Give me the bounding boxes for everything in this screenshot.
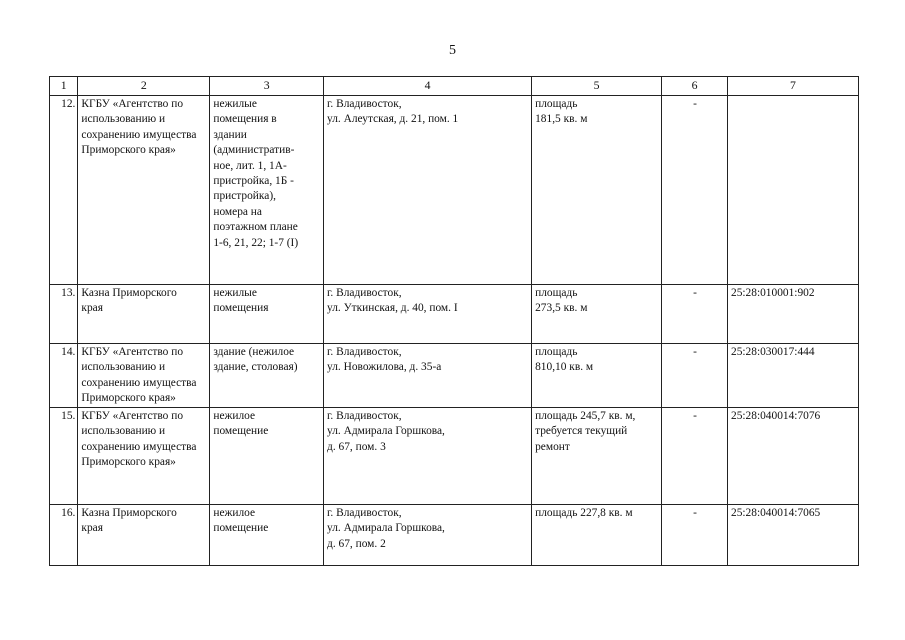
- holder-cell-line: использованию и: [81, 361, 166, 374]
- object-cell-line: пристройка),: [213, 190, 276, 203]
- property-table: [49, 76, 859, 566]
- address-cell: [324, 408, 532, 505]
- area-cell: [532, 96, 662, 285]
- object-cell-line: (административ-: [213, 144, 295, 157]
- address-cell-line: ул. Уткинская, д. 40, пом. I: [327, 302, 458, 315]
- holder-cell: [78, 408, 210, 505]
- object-cell-line: номера на: [213, 205, 262, 218]
- address-cell: [324, 505, 532, 566]
- object-cell: [210, 408, 324, 505]
- address-cell-line: г. Владивосток,: [327, 346, 402, 358]
- object-cell: [210, 505, 324, 566]
- table-row: [50, 285, 859, 344]
- cadastral-number-cell: 25:28:010001:902: [728, 285, 859, 344]
- col6-cell: -: [662, 505, 728, 566]
- object-cell-line: поэтажном плане: [213, 221, 298, 234]
- object-cell-line: 1-6, 21, 22; 1-7 (I): [213, 236, 299, 249]
- holder-cell-line: Приморского края»: [81, 456, 176, 469]
- object-cell-line: нежилые: [213, 98, 257, 110]
- object-cell: [210, 96, 324, 285]
- holder-cell-line: сохранению имущества: [81, 128, 197, 141]
- holder-cell-line: КГБУ «Агентство по: [81, 346, 184, 358]
- header-cell: 5: [532, 77, 662, 96]
- holder-cell-line: КГБУ «Агентство по: [81, 98, 184, 110]
- object-cell-line: ное, лит. 1, 1А-: [213, 159, 287, 172]
- object-cell-line: нежилые: [213, 287, 257, 299]
- area-cell-line: площадь: [535, 346, 578, 358]
- object-cell-line: помещения в: [213, 113, 277, 126]
- area-cell-line: 273,5 кв. м: [535, 302, 588, 315]
- object-cell-line: помещение: [213, 425, 269, 438]
- holder-cell-line: Казна Приморского: [81, 507, 177, 519]
- area-cell: [532, 505, 662, 566]
- holder-cell-line: Приморского края»: [81, 392, 176, 405]
- table-row: [50, 408, 859, 505]
- holder-cell-line: края: [81, 522, 103, 535]
- area-cell-line: 181,5 кв. м: [535, 113, 588, 126]
- object-cell-line: здание, столовая): [213, 361, 298, 374]
- area-cell-line: требуется текущий: [535, 425, 628, 438]
- object-cell-line: помещения: [213, 302, 269, 315]
- header-cell: 1: [50, 77, 78, 96]
- cadastral-number-cell: 25:28:030017:444: [728, 344, 859, 408]
- area-cell-line: площадь 227,8 кв. м: [535, 507, 633, 519]
- address-cell-line: г. Владивосток,: [327, 507, 402, 519]
- cadastral-number-cell: 25:28:040014:7065: [728, 505, 859, 566]
- header-row: [50, 77, 859, 96]
- col6-cell: -: [662, 96, 728, 285]
- row-number: 13.: [50, 285, 78, 344]
- address-cell: [324, 96, 532, 285]
- header-cell: 7: [728, 77, 859, 96]
- col6-cell: -: [662, 344, 728, 408]
- cadastral-number-cell: [728, 96, 859, 285]
- page-number: 5: [449, 43, 456, 58]
- address-cell: [324, 285, 532, 344]
- row-number: 16.: [50, 505, 78, 566]
- address-cell-line: г. Владивосток,: [327, 98, 402, 110]
- header-cell: 6: [662, 77, 728, 96]
- object-cell-line: здании: [213, 128, 247, 141]
- holder-cell-line: сохранению имущества: [81, 440, 197, 453]
- row-number: 15.: [50, 408, 78, 505]
- holder-cell: [78, 505, 210, 566]
- object-cell-line: помещение: [213, 522, 269, 535]
- holder-cell-line: КГБУ «Агентство по: [81, 410, 184, 422]
- object-cell-line: здание (нежилое: [213, 346, 295, 358]
- holder-cell-line: сохранению имущества: [81, 376, 197, 389]
- row-number: 14.: [50, 344, 78, 408]
- object-cell-line: нежилое: [213, 507, 256, 519]
- address-cell-line: ул. Адмирала Горшкова,: [327, 522, 445, 535]
- col6-cell: -: [662, 408, 728, 505]
- holder-cell-line: Казна Приморского: [81, 287, 177, 299]
- area-cell-line: 810,10 кв. м: [535, 361, 594, 374]
- area-cell-line: площадь: [535, 287, 578, 299]
- holder-cell-line: использованию и: [81, 425, 166, 438]
- header-cell: 2: [78, 77, 210, 96]
- table-row: [50, 344, 859, 408]
- address-cell: [324, 344, 532, 408]
- area-cell-line: площадь: [535, 98, 578, 110]
- row-number: 12.: [50, 96, 78, 285]
- header-cell: 4: [324, 77, 532, 96]
- address-cell-line: г. Владивосток,: [327, 287, 402, 299]
- object-cell: [210, 344, 324, 408]
- area-cell: [532, 285, 662, 344]
- table-row: [50, 96, 859, 285]
- address-cell-line: д. 67, пом. 2: [327, 537, 386, 550]
- address-cell-line: ул. Адмирала Горшкова,: [327, 425, 445, 438]
- address-cell-line: г. Владивосток,: [327, 410, 402, 422]
- area-cell: [532, 344, 662, 408]
- table-row: [50, 505, 859, 566]
- address-cell-line: д. 67, пом. 3: [327, 440, 386, 453]
- holder-cell: [78, 285, 210, 344]
- area-cell: [532, 408, 662, 505]
- holder-cell-line: использованию и: [81, 113, 166, 126]
- holder-cell: [78, 96, 210, 285]
- area-cell-line: ремонт: [535, 440, 570, 453]
- holder-cell: [78, 344, 210, 408]
- object-cell-line: нежилое: [213, 410, 256, 422]
- holder-cell-line: края: [81, 302, 103, 315]
- object-cell-line: пристройка, 1Б -: [213, 175, 294, 188]
- area-cell-line: площадь 245,7 кв. м,: [535, 410, 636, 422]
- col6-cell: -: [662, 285, 728, 344]
- cadastral-number-cell: 25:28:040014:7076: [728, 408, 859, 505]
- address-cell-line: ул. Алеутская, д. 21, пом. 1: [327, 113, 459, 126]
- header-cell: 3: [210, 77, 324, 96]
- object-cell: [210, 285, 324, 344]
- holder-cell-line: Приморского края»: [81, 144, 176, 157]
- address-cell-line: ул. Новожилова, д. 35-а: [327, 361, 442, 374]
